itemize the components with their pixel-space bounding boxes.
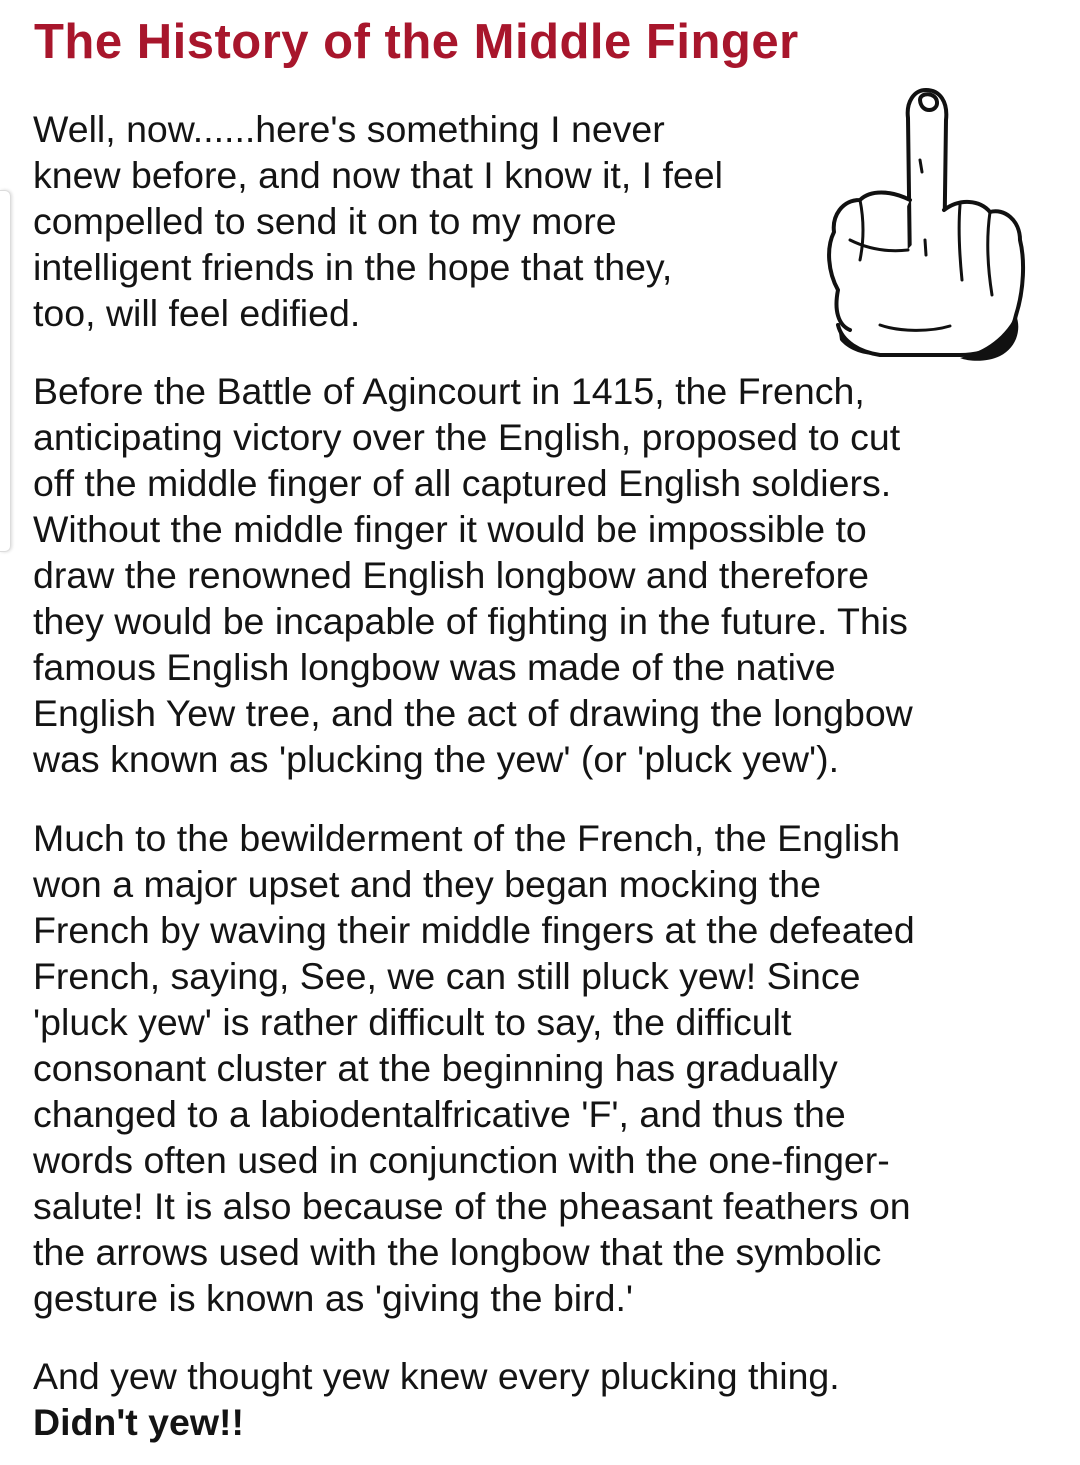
text-line: 'pluck yew' is rather difficult to say, the difficult: [33, 1001, 792, 1043]
text-line: changed to a labiodentalfricative 'F', and thus the: [33, 1093, 846, 1135]
text-line: off the middle finger of all captured English soldiers.: [33, 462, 892, 504]
text-line: intelligent friends in the hope that they,: [33, 246, 673, 288]
text-line: compelled to send it on to my more: [33, 200, 617, 242]
closing-paragraph: [33, 1353, 840, 1445]
text-line: they would be incapable of fighting in the future. This: [33, 600, 908, 642]
closing-line: Didn't yew!!: [33, 1401, 244, 1443]
text-line: won a major upset and they began mocking the: [33, 863, 821, 905]
text-line: French, saying, See, we can still pluck yew! Since: [33, 955, 861, 997]
side-scroll-tab[interactable]: [0, 190, 11, 552]
text-line: Well, now......here's something I never: [33, 108, 665, 150]
text-line: was known as 'plucking the yew' (or 'pluck yew').: [33, 738, 840, 780]
text-line: knew before, and now that I know it, I feel: [33, 154, 723, 196]
middle-finger-hand-icon: [820, 80, 1035, 365]
text-line: Much to the bewilderment of the French, the English: [33, 817, 901, 859]
pluck-yew-paragraph: [33, 815, 915, 1321]
text-line: anticipating victory over the English, proposed to cut: [33, 416, 901, 458]
text-line: salute! It is also because of the pheasant feathers on: [33, 1185, 911, 1227]
agincourt-paragraph: [33, 368, 913, 782]
text-line: Before the Battle of Agincourt in 1415, the French,: [33, 370, 865, 412]
page-title: The History of the Middle Finger: [34, 15, 799, 69]
text-line: French by waving their middle fingers at the defeated: [33, 909, 915, 951]
text-line: And yew thought yew knew every plucking thing.: [33, 1355, 840, 1397]
text-line: famous English longbow was made of the native: [33, 646, 836, 688]
text-line: gesture is known as 'giving the bird.': [33, 1277, 634, 1319]
text-line: Without the middle finger it would be impossible to: [33, 508, 867, 550]
text-line: the arrows used with the longbow that the symbolic: [33, 1231, 882, 1273]
text-line: consonant cluster at the beginning has gradually: [33, 1047, 838, 1089]
text-line: too, will feel edified.: [33, 292, 361, 334]
text-line: English Yew tree, and the act of drawing the longbow: [33, 692, 913, 734]
text-line: words often used in conjunction with the one-finger-: [33, 1139, 890, 1181]
text-line: draw the renowned English longbow and therefore: [33, 554, 869, 596]
intro-paragraph: [33, 106, 723, 336]
